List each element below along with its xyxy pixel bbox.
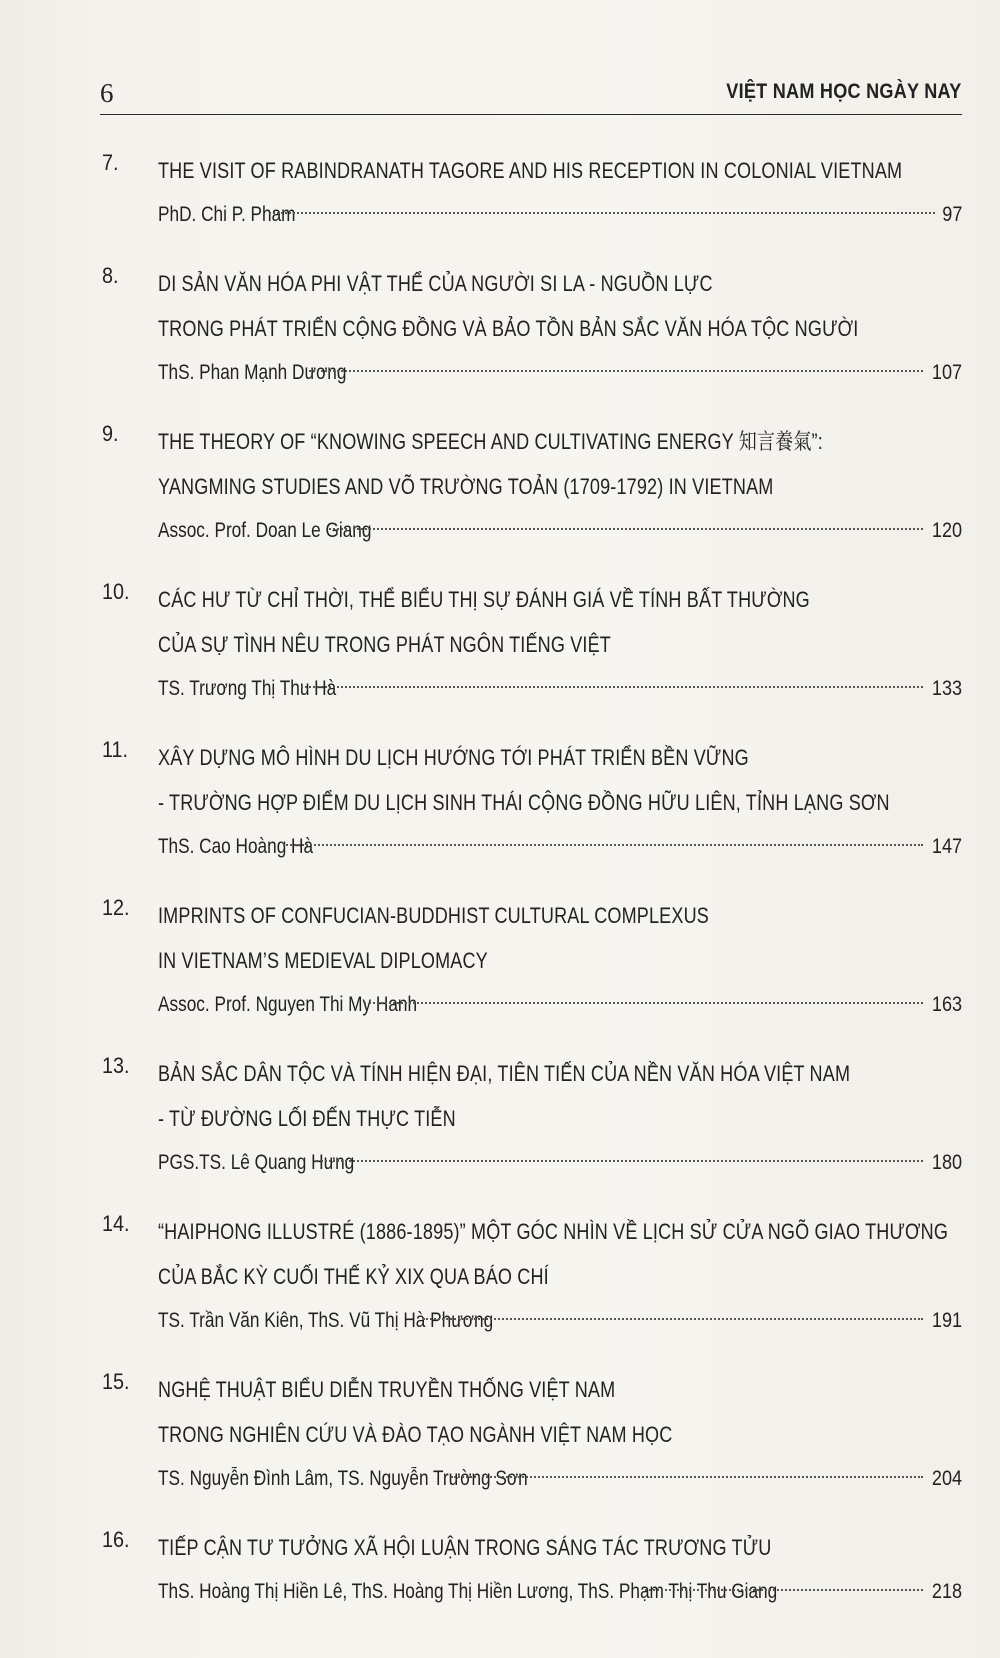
entry-title-line: BẢN SẮC DÂN TỘC VÀ TÍNH HIỆN ĐẠI, TIÊN TIẾN CỦA NỀN VĂN HÓA VIỆT NAM: [158, 1061, 851, 1086]
toc-entry: [100, 577, 962, 709]
entry-title-line: NGHỆ THUẬT BIỂU DIỄN TRUYỀN THỐNG VIỆT NAM: [158, 1377, 616, 1402]
toc-entry: [100, 419, 962, 551]
entry-title-line: CÁC HƯ TỪ CHỈ THỜI, THỂ BIỂU THỊ SỰ ĐÁNH GIÁ VỀ TÍNH BẤT THƯỜNG: [158, 587, 810, 612]
entry-body: [158, 1525, 962, 1612]
entry-author: TS. Trương Thị Thu Hà: [158, 677, 337, 700]
entry-body: [158, 419, 962, 551]
entry-number: 11.: [102, 737, 129, 762]
entry-page-number: 133: [931, 677, 962, 700]
entry-body: [158, 148, 962, 235]
entry-title-line: TRONG PHÁT TRIỂN CỘNG ĐỒNG VÀ BẢO TỒN BẢN SẮC VĂN HÓA TỘC NGƯỜI: [158, 316, 859, 341]
entry-number: 12.: [102, 895, 130, 920]
entry-author: Assoc. Prof. Nguyen Thi My Hanh: [158, 993, 418, 1016]
entry-author-line: [158, 985, 962, 1025]
entry-title-line: YANGMING STUDIES AND VÕ TRƯỜNG TOẢN (1709-1792) IN VIETNAM: [158, 474, 774, 499]
entry-title-line: XÂY DỰNG MÔ HÌNH DU LỊCH HƯỚNG TỚI PHÁT TRIỂN BỀN VỮNG: [158, 745, 749, 770]
entry-author: PhD. Chi P. Pham: [158, 203, 296, 226]
entry-number: 7.: [102, 150, 119, 175]
entry-title-line: DI SẢN VĂN HÓA PHI VẬT THỂ CỦA NGƯỜI SI LA - NGUỒN LỰC: [158, 271, 713, 296]
entry-number: 16.: [102, 1527, 130, 1552]
page-header: [100, 74, 962, 115]
entry-body: [158, 577, 962, 709]
entry-title-line: “HAIPHONG ILLUSTRÉ (1886-1895)” MỘT GÓC NHÌN VỀ LỊCH SỬ CỬA NGÕ GIAO THƯƠNG: [158, 1219, 949, 1244]
entry-author: ThS. Cao Hoàng Hà: [158, 835, 314, 858]
dot-leader: [309, 370, 923, 372]
entry-title-line: IMPRINTS OF CONFUCIAN-BUDDHIST CULTURAL COMPLEXUS: [158, 903, 709, 928]
entry-author: TS. Nguyễn Đình Lâm, TS. Nguyễn Trường Sơn: [158, 1467, 528, 1490]
entry-author-line: [158, 1459, 962, 1499]
entry-author-line: [158, 1572, 962, 1612]
entry-body: [158, 1367, 962, 1499]
entry-author-line: [158, 511, 962, 551]
dot-leader: [329, 528, 923, 530]
entry-author-line: [158, 1143, 962, 1183]
entry-author: PGS.TS. Lê Quang Hưng: [158, 1151, 355, 1174]
entry-title-line: THE VISIT OF RABINDRANATH TAGORE AND HIS RECEPTION IN COLONIAL VIETNAM: [158, 158, 903, 183]
entry-title-line: - TRƯỜNG HỢP ĐIỂM DU LỊCH SINH THÁI CỘNG ĐỒNG HỮU LIÊN, TỈNH LẠNG SƠN: [158, 790, 890, 815]
entry-page-number: 97: [941, 203, 962, 226]
entry-title-line: TIẾP CẬN TƯ TƯỞNG XÃ HỘI LUẬN TRONG SÁNG TÁC TRƯƠNG TỬU: [158, 1535, 772, 1560]
entry-number: 15.: [102, 1369, 130, 1394]
toc-entry: [100, 148, 962, 235]
entry-page-number: 191: [931, 1309, 962, 1332]
entry-author-line: [158, 669, 962, 709]
entry-body: [158, 1209, 962, 1341]
dot-leader: [645, 1589, 923, 1591]
entry-author-line: [158, 1301, 962, 1341]
dot-leader: [301, 686, 923, 688]
entry-author-line: [158, 827, 962, 867]
entry-author-line: [158, 353, 962, 393]
entry-author: Assoc. Prof. Doan Le Giang: [158, 519, 372, 542]
dot-leader: [451, 1476, 923, 1478]
dot-leader: [269, 212, 935, 214]
entry-title-line: TRONG NGHIÊN CỨU VÀ ĐÀO TẠO NGÀNH VIỆT NAM HỌC: [158, 1422, 673, 1447]
entry-page-number: 107: [931, 361, 962, 384]
entry-author-line: [158, 195, 962, 235]
dot-leader: [423, 1318, 923, 1320]
entry-number: 14.: [102, 1211, 130, 1236]
entry-title-line: IN VIETNAM’S MEDIEVAL DIPLOMACY: [158, 948, 488, 973]
entry-title-line: CỦA SỰ TÌNH NÊU TRONG PHÁT NGÔN TIẾNG VIỆT: [158, 632, 611, 657]
running-title: VIỆT NAM HỌC NGÀY NAY: [726, 80, 962, 103]
dot-leader: [283, 844, 923, 846]
toc-entry: [100, 1051, 962, 1183]
toc-entry: [100, 261, 962, 393]
entry-page-number: 120: [931, 519, 962, 542]
page-number: 6: [100, 78, 114, 108]
entry-title-line: CỦA BẮC KỲ CUỐI THẾ KỶ XIX QUA BÁO CHÍ: [158, 1264, 549, 1289]
entry-title-line: - TỪ ĐƯỜNG LỐI ĐẾN THỰC TIỄN: [158, 1106, 456, 1131]
entry-author: ThS. Hoàng Thị Hiền Lê, ThS. Hoàng Thị Hiền Lương, ThS. Phạm Thị Thu Giang: [158, 1580, 778, 1603]
dot-leader: [364, 1002, 923, 1004]
entry-number: 13.: [102, 1053, 130, 1078]
entry-number: 8.: [102, 263, 119, 288]
entry-body: [158, 735, 962, 867]
toc-entry: [100, 735, 962, 867]
entry-author: ThS. Phan Mạnh Dương: [158, 361, 347, 384]
entry-number: 10.: [102, 579, 130, 604]
toc-entry: [100, 893, 962, 1025]
entry-number: 9.: [102, 421, 119, 446]
entry-page-number: 204: [931, 1467, 962, 1490]
entry-body: [158, 893, 962, 1025]
entry-page-number: 163: [931, 993, 962, 1016]
toc-entry: [100, 1367, 962, 1499]
entry-title-line: THE THEORY OF “KNOWING SPEECH AND CULTIVATING ENERGY 知言養氣”:: [158, 429, 823, 454]
entry-page-number: 147: [931, 835, 962, 858]
toc-entry: [100, 1209, 962, 1341]
entry-body: [158, 1051, 962, 1183]
toc-entry: [100, 1525, 962, 1612]
dot-leader: [316, 1160, 923, 1162]
entry-body: [158, 261, 962, 393]
table-of-contents: [100, 148, 962, 1638]
entry-author: TS. Trần Văn Kiên, ThS. Vũ Thị Hà Phương: [158, 1309, 494, 1332]
entry-page-number: 218: [931, 1580, 962, 1603]
entry-page-number: 180: [931, 1151, 962, 1174]
